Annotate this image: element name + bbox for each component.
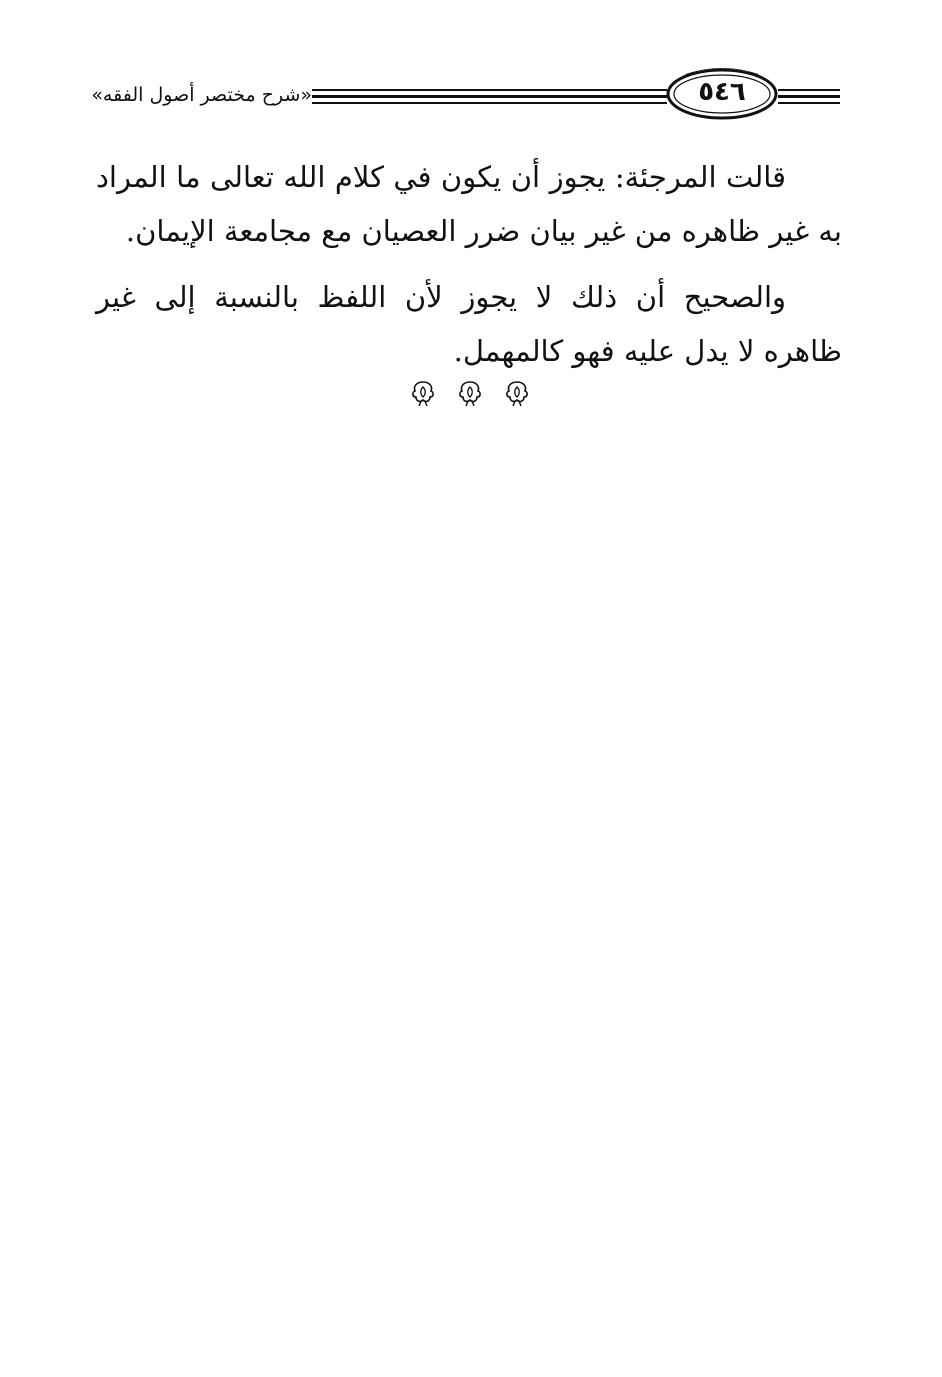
header-rule xyxy=(312,102,667,104)
page-number-badge xyxy=(664,63,780,123)
header-rule xyxy=(312,89,667,91)
header-rule xyxy=(778,89,840,91)
header-rule xyxy=(778,95,840,98)
paragraph: قالت المرجئة: يجوز أن يكون في كلام الله تعالى ما المراد به غير ظاهره من غير بيان ضرر العصيان مع مجامعة الإيمان. xyxy=(96,160,842,248)
running-title: «شرح مختصر أصول الفقه» xyxy=(91,84,312,106)
fleuron-icon xyxy=(455,378,485,408)
page-content xyxy=(96,150,842,378)
page-header xyxy=(0,0,942,140)
section-end-ornaments xyxy=(408,378,532,408)
fleuron-icon xyxy=(502,378,532,408)
page-number: ٥٤٦ xyxy=(698,77,746,107)
fleuron-icon xyxy=(408,378,438,408)
header-rule xyxy=(312,95,667,98)
header-rule xyxy=(778,102,840,104)
paragraph: والصحيح أن ذلك لا يجوز لأن اللفظ بالنسبة إلى غير ظاهره لا يدل عليه فهو كالمهمل. xyxy=(96,280,842,368)
